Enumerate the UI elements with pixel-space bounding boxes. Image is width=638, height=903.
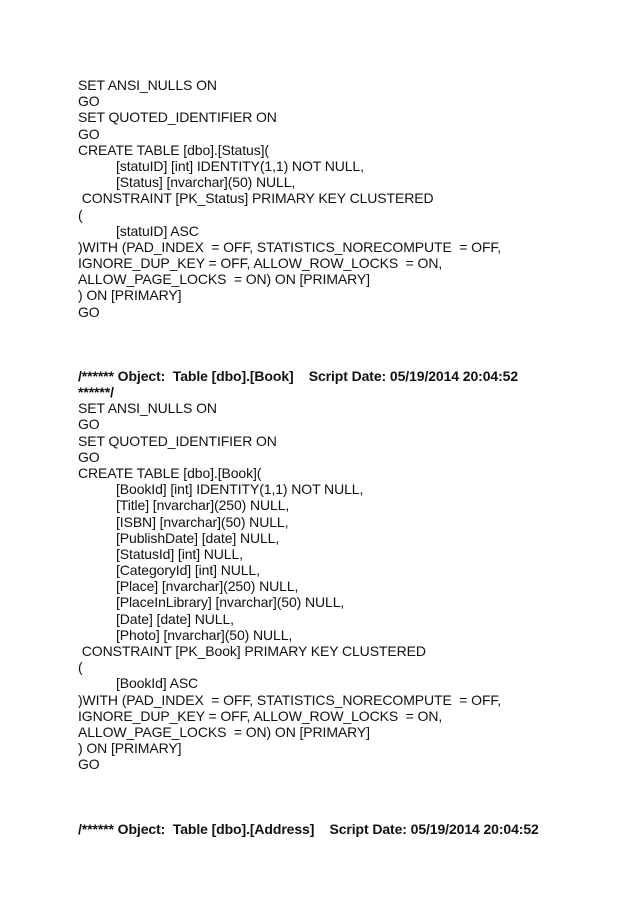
spacer [78,320,618,368]
code-line: CONSTRAINT [PK_Status] PRIMARY KEY CLUSTERED [78,190,434,207]
code-line: GO [78,416,100,433]
spacer [78,773,618,821]
object-comment-header-end: ******/ [78,384,114,400]
code-line: SET QUOTED_IDENTIFIER ON [78,432,277,449]
code-line: [Place] [nvarchar](250) NULL, [116,578,299,595]
object-comment-header: /****** Object: Table [dbo].[Address] Script Date: 05/19/2014 20:04:52 [78,820,539,837]
code-line: GO [78,125,100,142]
code-line: [BookId] ASC [116,675,199,692]
code-line: CREATE TABLE [dbo].[Book]( [78,464,262,481]
object-comment-header: /****** Object: Table [dbo].[Book] Script Date: 05/19/2014 20:04:52 [78,367,519,384]
code-line: [CategoryId] [int] NULL, [116,562,260,579]
code-line: SET QUOTED_IDENTIFIER ON [78,109,277,126]
code-line: [Photo] [nvarchar](50) NULL, [116,626,293,643]
code-line: [Date] [date] NULL, [116,610,234,627]
code-line: ( [78,206,83,223]
code-line: [Title] [nvarchar](250) NULL, [116,497,290,514]
code-line: [StatusId] [int] NULL, [116,545,243,562]
code-line: [PublishDate] [date] NULL, [116,529,280,546]
code-line: GO [78,448,100,465]
document-page [78,77,618,837]
code-line: IGNORE_DUP_KEY = OFF, ALLOW_ROW_LOCKS = ON, [78,255,443,272]
code-line: GO [78,303,100,320]
code-line: ALLOW_PAGE_LOCKS = ON) ON [PRIMARY] [78,271,370,288]
code-line: ) ON [PRIMARY] [78,287,182,304]
sql-block-book [78,368,618,773]
code-line: )WITH (PAD_INDEX = OFF, STATISTICS_NORECOMPUTE = OFF, [78,691,502,708]
sql-block-status [78,77,618,320]
sql-block-address [78,821,618,837]
code-line: [BookId] [int] IDENTITY(1,1) NOT NULL, [116,481,364,498]
code-line: [Status] [nvarchar](50) NULL, [116,174,296,191]
code-line: CONSTRAINT [PK_Book] PRIMARY KEY CLUSTERED [78,643,426,659]
code-line: IGNORE_DUP_KEY = OFF, ALLOW_ROW_LOCKS = ON, [78,707,443,724]
code-line: SET ANSI_NULLS ON [78,400,217,417]
code-line: [PlaceInLibrary] [nvarchar](50) NULL, [116,594,345,611]
code-line: ALLOW_PAGE_LOCKS = ON) ON [PRIMARY] [78,723,370,740]
code-line: [statuID] ASC [116,222,199,239]
code-line: [statuID] [int] IDENTITY(1,1) NOT NULL, [116,157,364,174]
code-line: GO [78,93,100,110]
code-line: SET ANSI_NULLS ON [78,77,217,93]
code-line: CREATE TABLE [dbo].[Status]( [78,141,269,158]
code-line: ) ON [PRIMARY] [78,740,182,757]
code-line: GO [78,756,100,773]
code-line: )WITH (PAD_INDEX = OFF, STATISTICS_NORECOMPUTE = OFF, [78,238,502,255]
code-line: [ISBN] [nvarchar](50) NULL, [116,513,289,530]
code-line: ( [78,659,83,676]
